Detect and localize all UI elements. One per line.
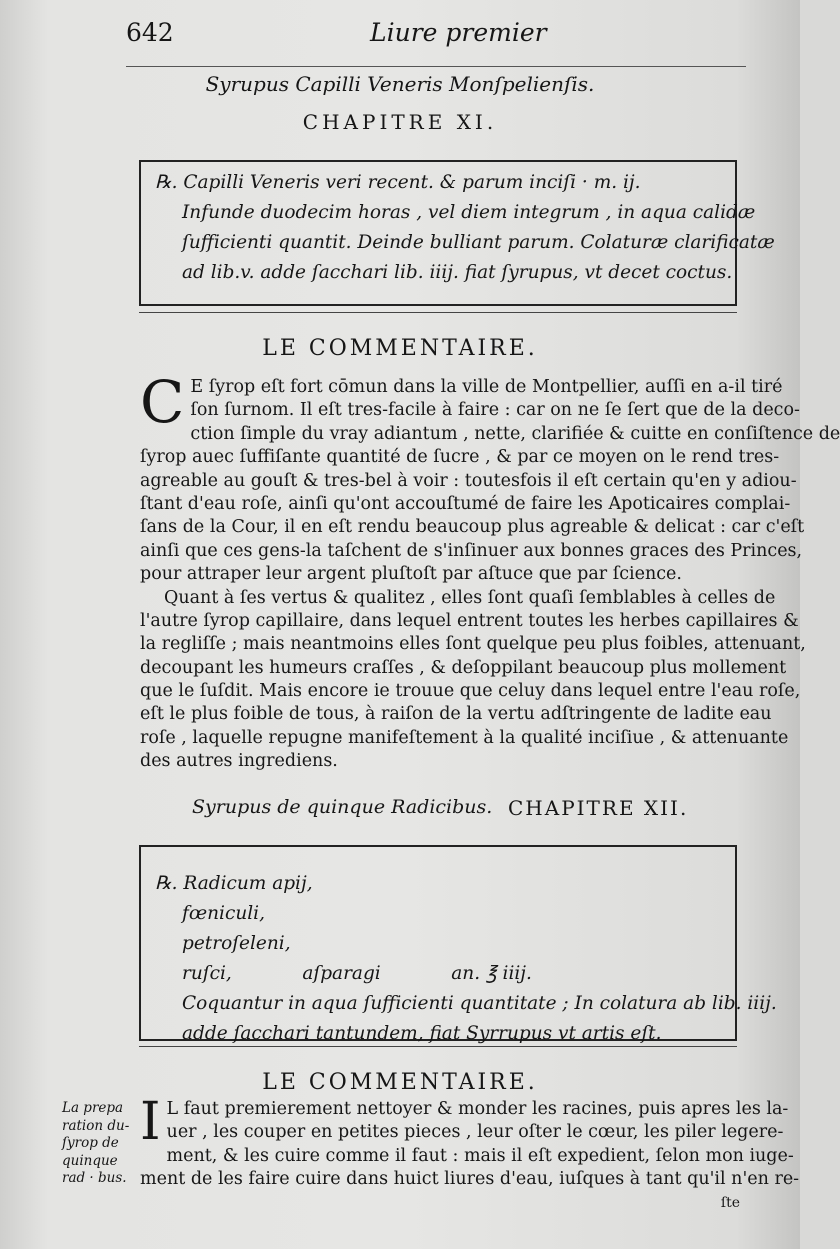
recipe-line: ruſci, aſparagi an. ℥ iiij. xyxy=(182,963,532,984)
recipe-line: Coquantur in aqua ſufficienti quantitate ; In colatura ab lib. iiij. xyxy=(182,993,777,1014)
recipe-line: ad lib.v. adde ſacchari lib. iiij. fiat ſyrupus, vt decet coctus. xyxy=(182,262,733,283)
commentary-body-2 xyxy=(140,1092,800,1215)
text-line: ment, & les cuire comme il faut : mais il eſt expedient, ſelon mon iuge- xyxy=(166,1145,794,1166)
recipe-line: petroſeleni, xyxy=(182,933,291,954)
chapter-heading-11: CHAPITRE XI. xyxy=(302,110,498,134)
commentary-heading-1: LE COMMENTAIRE. xyxy=(262,336,538,361)
text-line: agreable au gouſt & tres-bel à voir : toutesfois il eſt certain qu'en y adiou- xyxy=(140,470,797,491)
text-line: ſon ſurnom. Il eſt tres-facile à faire : car on ne ſe ſert que de la deco- xyxy=(190,400,800,421)
recipe-line: ℞. Radicum apij, xyxy=(155,873,313,894)
catchword: ſte xyxy=(720,1194,740,1211)
margin-note-line: La prepa xyxy=(62,1100,124,1116)
text-line: eſt le plus foible de tous, à raiſon de la vertu adſtringente de ladite eau xyxy=(140,704,772,725)
text-line: roſe , laquelle repugne manifeſtement à la qualité inciſiue , & attenuante xyxy=(140,727,789,748)
recipe-line: ſufficienti quantit. Deinde bulliant parum. Colaturæ clarificatæ xyxy=(182,232,775,253)
text-line: la regliſſe ; mais neantmoins elles ſont quelque peu plus foibles, attenuant, xyxy=(140,634,806,655)
text-line: ſans de la Cour, il en eſt rendu beaucoup plus agreable & delicat : car c'eſt xyxy=(140,517,805,538)
chapter-12-header xyxy=(140,796,740,826)
margin-note-line: rad · bus. xyxy=(62,1170,127,1186)
recipe-line: adde ſacchari tantundem, fiat Syrrupus vt artis eſt. xyxy=(182,1023,662,1044)
recipe-box-2 xyxy=(139,845,777,1044)
text-line: des autres ingrediens. xyxy=(140,751,338,772)
recipe-caption-2: Syrupus de quinque Radicibus. xyxy=(192,796,493,818)
section-rule xyxy=(139,312,737,313)
text-line: ainſi que ces gens-la taſchent de s'inſinuer aux bonnes graces des Princes, xyxy=(140,540,803,561)
running-title: Liure premier xyxy=(370,18,547,47)
recipe-box-1 xyxy=(139,160,775,306)
text-line: ment de les faire cuire dans huict liures d'eau, iuſques à tant qu'il n'en re- xyxy=(140,1169,800,1190)
running-head xyxy=(0,16,800,50)
text-line: que le ſuſdit. Mais encore ie trouue que celuy dans lequel entre l'eau roſe, xyxy=(140,681,801,702)
recipe-caption-1: Syrupus Capilli Veneris Monſpelienſis. xyxy=(205,72,595,96)
section-rule xyxy=(139,1046,737,1047)
margin-note-line: quinque xyxy=(62,1152,118,1169)
text-line: L faut premierement nettoyer & monder les racines, puis apres les la- xyxy=(166,1099,789,1119)
text-line: pour attraper leur argent pluſtoſt par aſtuce que par ſcience. xyxy=(140,564,682,585)
recipe-line: fœniculi, xyxy=(182,903,265,924)
head-rule xyxy=(126,66,746,67)
text-line: ction ſimple du vray adiantum , nette, clarifiée & cuitte en conſiſtence de xyxy=(190,423,840,444)
chapter-heading-12: CHAPITRE XII. xyxy=(508,796,689,820)
margin-note-line: ſyrop de xyxy=(62,1135,119,1151)
text-line: E ſyrop eſt fort cōmun dans la ville de Montpellier, auſſi en a-il tiré xyxy=(190,377,783,397)
commentary-heading-2: LE COMMENTAIRE. xyxy=(262,1070,538,1095)
margin-note-line: ration du- xyxy=(62,1117,130,1134)
text-line: l'autre ſyrop capillaire, dans lequel entrent toutes les herbes capillaires & xyxy=(140,610,799,631)
drop-cap: I xyxy=(140,1092,161,1152)
text-line: decoupant les humeurs craſſes , & deſoppilant beaucoup plus mollement xyxy=(140,657,787,678)
drop-cap: C xyxy=(140,368,185,436)
text-line: ſyrop auec ſuffiſante quantité de ſucre , & par ce moyen on le rend tres- xyxy=(140,447,780,468)
text-line: uer , les couper en petites pieces , leur oſter le cœur, les piler legere- xyxy=(166,1122,784,1143)
margin-note xyxy=(62,1100,140,1188)
text-line: ſtant d'eau roſe, ainſi qu'ont accouſtumé de faire les Apoticaires complai- xyxy=(140,493,791,514)
text-line: Quant à ſes vertus & qualitez , elles ſont quaſi ſemblables à celles de xyxy=(164,587,776,608)
recipe-line: Infunde duodecim horas , vel diem integrum , in aqua calidæ xyxy=(182,202,756,223)
recipe-line: ℞. Capilli Veneris veri recent. & parum inciſi · m. ij. xyxy=(155,172,641,193)
commentary-body-1 xyxy=(140,368,840,774)
page-number: 642 xyxy=(126,18,174,47)
